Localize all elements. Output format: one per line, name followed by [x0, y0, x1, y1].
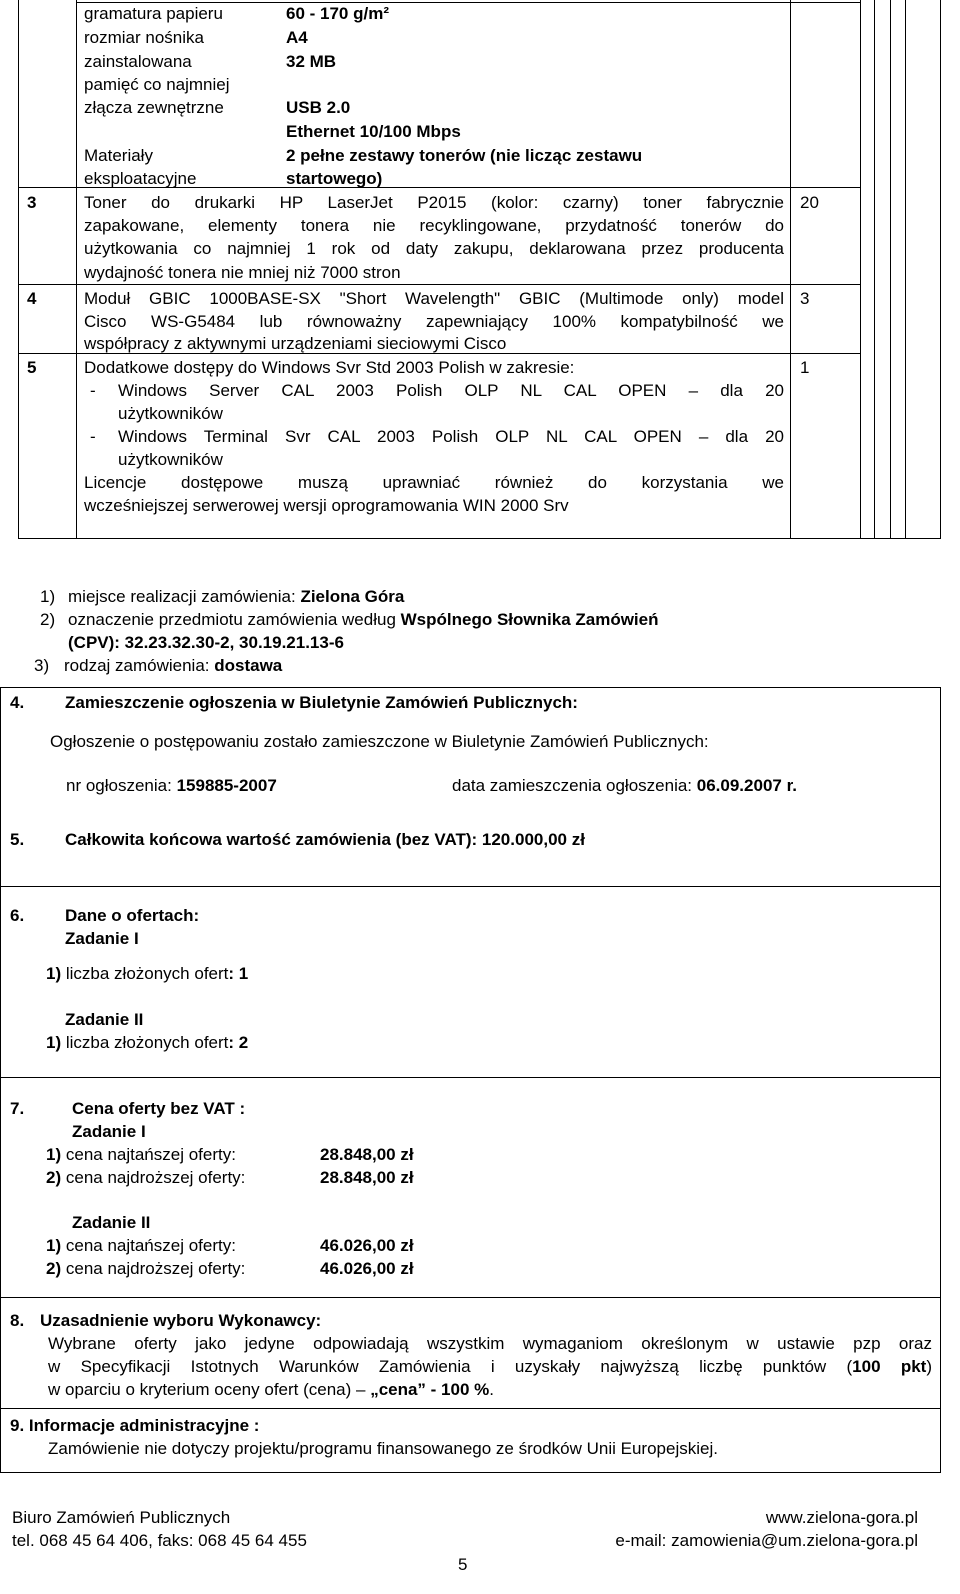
- row-number: 5: [27, 358, 37, 377]
- row-description: współpracy z aktywnymi urządzeniami sieciowymi Cisco: [84, 334, 507, 353]
- footer-email: e-mail: zamowienia@um.zielona-gora.pl: [615, 1531, 918, 1550]
- section-text: Ogłoszenie o postępowaniu zostało zamieszczone w Biuletynie Zamówień Publicznych:: [50, 732, 709, 751]
- row-description: Toner do drukarki HP LaserJet P2015 (kolor: czarny) toner fabrycznie: [84, 193, 784, 212]
- footer-website: www.zielona-gora.pl: [765, 1508, 918, 1527]
- section-number: 4.: [10, 693, 25, 712]
- table-column-divider: [874, 0, 875, 538]
- section-title: Zamieszczenie ogłoszenia w Biuletynie Zamówień Publicznych:: [65, 693, 578, 712]
- table-rule: [18, 284, 860, 285]
- price-label: 2) cena najdroższej oferty:: [46, 1168, 246, 1187]
- row-description: użytkowania co najmniej 1 rok od daty zakupu, deklarowana przez producenta: [84, 239, 784, 258]
- notice-date: data zamieszczenia ogłoszenia: 06.09.2007 r.: [452, 776, 797, 795]
- section-text: Wybrane oferty jako jedyne odpowiadają wszystkim wymaganiom określonym w ustawie pzp oraz: [48, 1334, 932, 1353]
- row-description: Licencje dostępowe muszą uprawniać również do korzystania we: [84, 473, 784, 492]
- list-number: 3): [34, 656, 50, 675]
- row-description: Moduł GBIC 1000BASE-SX "Short Wavelength" GBIC (Multimode only) model: [84, 289, 784, 308]
- table-column-divider: [76, 0, 77, 538]
- row-number: 3: [27, 193, 37, 212]
- table-rule: [790, 2, 860, 3]
- bullet-item: użytkowników: [118, 404, 223, 423]
- row-description: zapakowane, elementy tonera nie recyklingowane, przydatność tonerów do: [84, 216, 784, 235]
- section-rule: [0, 1408, 941, 1409]
- notice-number: nr ogłoszenia: 159885-2007: [66, 776, 277, 795]
- spec-label: złącza zewnętrzne: [84, 98, 224, 117]
- row-quantity: 3: [800, 289, 810, 308]
- row-quantity: 20: [800, 193, 819, 212]
- list-text: oznaczenie przedmiotu zamówienia według Wspólnego Słownika Zamówień: [68, 610, 659, 629]
- price-value: 46.026,00 zł: [320, 1236, 414, 1255]
- spec-label: gramatura papieru: [84, 4, 223, 23]
- task-heading: Zadanie II: [72, 1213, 151, 1232]
- bullet-item: Windows Terminal Svr CAL 2003 Polish OLP NL CAL OPEN – dla 20: [118, 427, 784, 446]
- list-number: 2): [40, 610, 56, 629]
- table-column-divider: [890, 0, 891, 538]
- row-description: wydajność tonera nie mniej niż 7000 stron: [84, 263, 401, 282]
- list-value: dostawa: [214, 656, 283, 675]
- task-heading: Zadanie I: [72, 1122, 146, 1141]
- list-value: Wspólnego Słownika Zamówień: [400, 610, 659, 629]
- list-value: Zielona Góra: [300, 587, 405, 606]
- table-rule: [18, 538, 941, 539]
- section-rule: [0, 687, 941, 688]
- section-number: 6.: [10, 906, 25, 925]
- section-rule: [0, 1472, 941, 1473]
- section-border-right: [940, 687, 941, 1472]
- price-label: 2) cena najdroższej oferty:: [46, 1259, 246, 1278]
- price-value: 28.848,00 zł: [320, 1145, 414, 1164]
- section-number: 7.: [10, 1099, 25, 1118]
- bullet-dash: -: [90, 381, 96, 400]
- offer-count: 1) liczba złożonych ofert: 2: [46, 1033, 249, 1052]
- section-rule: [0, 1077, 941, 1078]
- offer-count: 1) liczba złożonych ofert: 1: [46, 964, 249, 983]
- spec-label: rozmiar nośnika: [84, 28, 204, 47]
- section-title: Dane o ofertach:: [65, 906, 200, 925]
- list-text: miejsce realizacji zamówienia: Zielona Góra: [68, 587, 405, 606]
- bullet-item: Windows Server CAL 2003 Polish OLP NL CAL OPEN – dla 20: [118, 381, 784, 400]
- spec-value: 60 - 170 g/m²: [286, 4, 389, 23]
- spec-value: USB 2.0: [286, 98, 351, 117]
- section-border-left: [0, 687, 1, 1472]
- section-title: Cena oferty bez VAT :: [72, 1099, 246, 1118]
- spec-value: Ethernet 10/100 Mbps: [286, 122, 461, 141]
- footer-office: Biuro Zamówień Publicznych: [12, 1508, 231, 1527]
- spec-label: zainstalowana: [84, 52, 192, 71]
- table-border-right: [940, 0, 941, 538]
- section-number: 8.: [10, 1311, 25, 1330]
- price-value: 46.026,00 zł: [320, 1259, 414, 1278]
- price-value: 28.848,00 zł: [320, 1168, 414, 1187]
- spec-value: startowego): [286, 169, 383, 188]
- section-title: Całkowita końcowa wartość zamówienia (bez VAT): 120.000,00 zł: [65, 830, 585, 849]
- spec-label: pamięć co najmniej: [84, 75, 230, 94]
- spec-value: 32 MB: [286, 52, 337, 71]
- cpv-codes: (CPV): 32.23.32.30-2, 30.19.21.13-6: [68, 633, 344, 652]
- footer-phone: tel. 068 45 64 406, faks: 068 45 64 455: [12, 1531, 307, 1550]
- section-title: 9. Informacje administracyjne :: [10, 1416, 260, 1435]
- bullet-item: użytkowników: [118, 450, 223, 469]
- price-label: 1) cena najtańszej oferty:: [46, 1145, 236, 1164]
- section-text: w oparciu o kryterium oceny ofert (cena) – „cena” - 100 %.: [48, 1380, 494, 1399]
- table-column-divider: [905, 0, 906, 538]
- row-description: Cisco WS-G5484 lub równoważny zapewniający 100% kompatybilność we: [84, 312, 784, 331]
- table-column-divider: [860, 0, 861, 538]
- task-heading: Zadanie II: [65, 1010, 144, 1029]
- task-heading: Zadanie I: [65, 929, 139, 948]
- price-label: 1) cena najtańszej oferty:: [46, 1236, 236, 1255]
- spec-value: 2 pełne zestawy tonerów (nie licząc zestawu: [286, 146, 643, 165]
- spec-label: Materiały: [84, 146, 153, 165]
- section-number: 5.: [10, 830, 25, 849]
- section-title: Uzasadnienie wyboru Wykonawcy:: [40, 1311, 322, 1330]
- list-text: rodzaj zamówienia: dostawa: [64, 656, 283, 675]
- spec-value: A4: [286, 28, 308, 47]
- row-description: wcześniejszej serwerowej wersji oprogramowania WIN 2000 Srv: [84, 496, 569, 515]
- list-number: 1): [40, 587, 56, 606]
- section-text: w Specyfikacji Istotnych Warunków Zamówienia i uzyskały najwyższą liczbę punktów (100 pkt): [48, 1357, 932, 1376]
- section-text: Zamówienie nie dotyczy projektu/programu finansowanego ze środków Unii Europejskiej.: [48, 1439, 718, 1458]
- row-number: 4: [27, 289, 37, 308]
- row-quantity: 1: [800, 358, 810, 377]
- table-border-left: [18, 0, 19, 538]
- section-rule: [0, 886, 941, 887]
- section-rule: [0, 1297, 941, 1298]
- table-rule: [76, 2, 790, 3]
- spec-label: eksploatacyjne: [84, 169, 197, 188]
- page-number: 5: [458, 1555, 468, 1574]
- table-column-divider: [790, 0, 791, 538]
- bullet-dash: -: [90, 427, 96, 446]
- row-description: Dodatkowe dostępy do Windows Svr Std 2003 Polish w zakresie:: [84, 358, 575, 377]
